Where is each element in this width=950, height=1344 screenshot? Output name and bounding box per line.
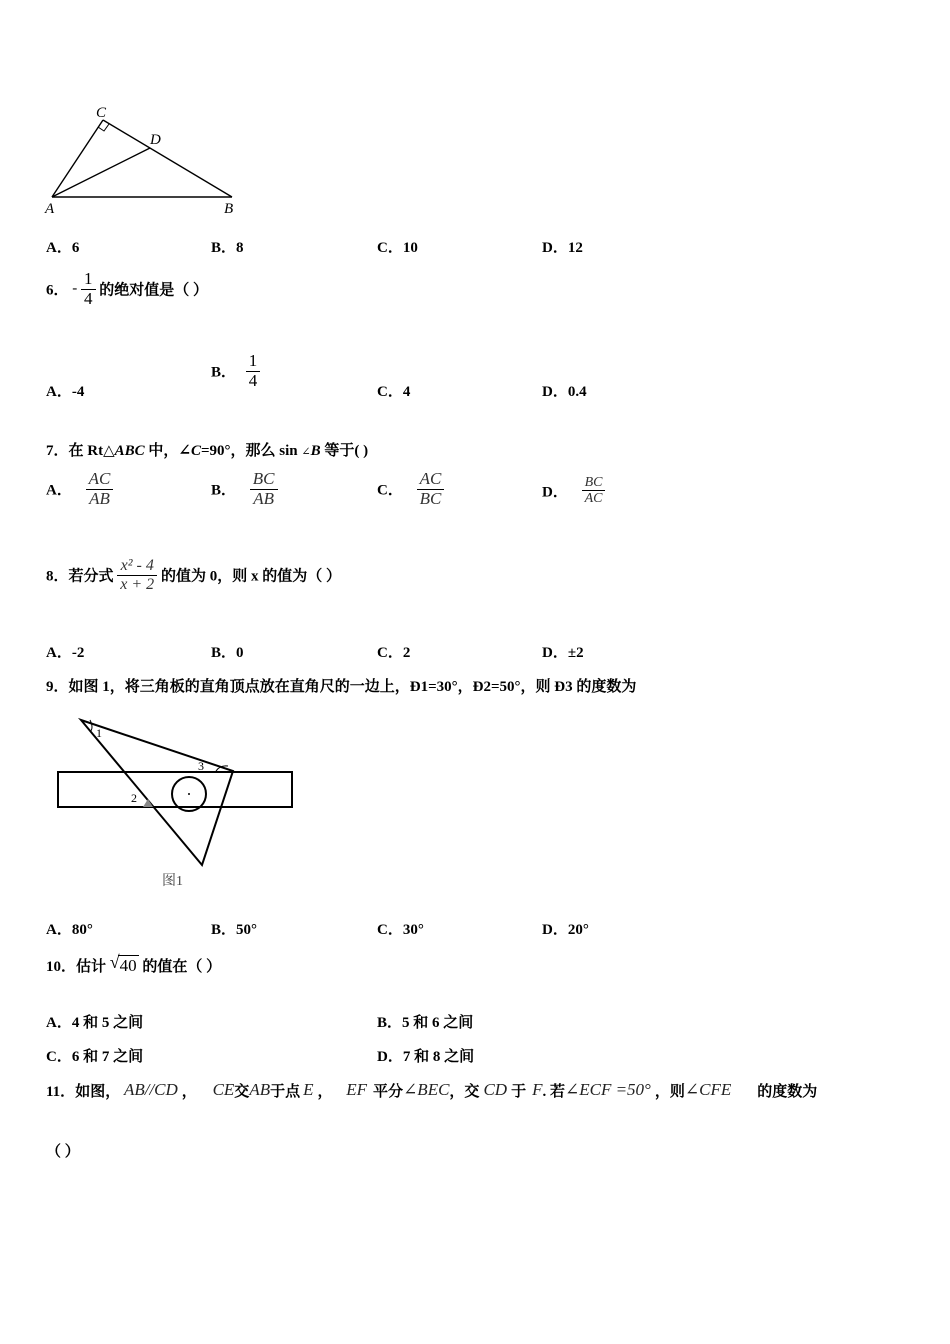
q7-option-a-num: AC [86, 470, 114, 490]
q9-text: 如图 1，将三角板的直角顶点放在直角尺的一边上，Ð1=30°，Ð2=50°，则 Ð3 的度数为 [68, 679, 637, 695]
q8-pre: 若分式 [68, 568, 114, 585]
label-c: C [96, 105, 107, 121]
q10-option-d[interactable]: D．7 和 8 之间 [377, 1049, 475, 1065]
triangle-abc-figure [40, 100, 250, 220]
q8-option-b[interactable]: B．0 [211, 645, 244, 661]
q7-option-a[interactable] [46, 470, 113, 508]
q7-option-c-label: C． [377, 482, 403, 499]
ruler-triangle-figure [50, 710, 310, 895]
q8-number: 8． [46, 568, 69, 585]
q11-m1: AB//CD [123, 1080, 178, 1099]
q9-option-d[interactable]: D．20° [542, 922, 589, 938]
q9-stem [46, 675, 636, 696]
angle-2-label: 2 [131, 791, 137, 805]
q6-option-c[interactable]: C．4 [377, 384, 411, 400]
q7-option-b[interactable] [211, 470, 278, 508]
q7-option-b-label: B． [211, 482, 237, 499]
q8-post: 的值为 0，则 x 的值为（ ） [160, 568, 341, 585]
q8-frac-den: x + 2 [120, 575, 155, 593]
q11-stem [46, 1080, 906, 1101]
q7-option-c[interactable] [377, 470, 444, 508]
q7-option-d-den: AC [584, 491, 603, 507]
q7-text-7: 等于( ) [320, 443, 369, 459]
q11-t1: 如图， [75, 1084, 121, 1100]
q6-option-a[interactable]: A．-4 [46, 384, 85, 400]
q5-option-d[interactable]: D．12 [542, 240, 583, 256]
q11-t9: . 若 [542, 1084, 565, 1100]
q7-option-c-num: AC [417, 470, 445, 490]
q7-option-c-fraction [417, 470, 445, 508]
q10-post: 的值在（ ） [142, 959, 222, 975]
q6-option-d[interactable]: D．0.4 [542, 384, 587, 400]
q5-option-b[interactable]: B．8 [211, 240, 244, 256]
figure-caption: 图1 [162, 874, 183, 889]
q11-t5: ， [317, 1084, 333, 1100]
q7-option-a-fraction [86, 470, 114, 508]
q11-t11: 的度数为 [757, 1084, 818, 1100]
q6-option-b-fraction [246, 352, 261, 390]
q6-frac-den: 4 [84, 288, 93, 308]
q11-m2: CE [212, 1080, 235, 1099]
q9-number: 9． [46, 679, 69, 695]
q7-text-3: C [190, 443, 201, 459]
q11-m9: ∠ECF =50° [564, 1080, 651, 1099]
q7-text-5: ∠ [301, 446, 311, 458]
q6-text: 的绝对值是（ ） [99, 282, 209, 299]
q10-number: 10． [46, 959, 77, 975]
q10-radicand: 40 [119, 956, 137, 975]
q6-frac-num: 1 [81, 270, 96, 290]
q11-t4: 于点 [270, 1084, 301, 1100]
q11-t3: 交 [234, 1084, 250, 1100]
q11-t2: ， [181, 1084, 197, 1100]
q11-m6: ∠BEC [403, 1080, 450, 1099]
q7-option-a-label: A． [46, 482, 72, 499]
q7-text-0: 在 Rt△ [68, 443, 115, 459]
q10-option-c[interactable]: C．6 和 7 之间 [46, 1049, 144, 1065]
q11-t7: ，交 [449, 1084, 480, 1100]
q9-option-a[interactable]: A．80° [46, 922, 93, 938]
q6-minus: - [72, 280, 78, 297]
q9-option-b[interactable]: B．50° [211, 922, 258, 938]
q11-t10: ，则 [654, 1084, 685, 1100]
q10-option-b[interactable]: B．5 和 6 之间 [377, 1015, 474, 1031]
q7-option-b-den: AB [253, 488, 275, 508]
q11-m5: EF [346, 1080, 368, 1099]
q7-option-c-den: BC [419, 488, 442, 508]
q10-pre: 估计 [76, 959, 107, 975]
q6-option-b-den: 4 [248, 370, 258, 390]
q8-stem [46, 557, 341, 593]
q7-text-1: ABC [114, 443, 145, 459]
q6-option-b-label: B． [211, 364, 237, 381]
angle-1-label: 1 [96, 726, 102, 740]
sqrt-symbol: √ [109, 952, 120, 972]
q7-option-b-num: BC [250, 470, 278, 490]
q7-option-b-fraction [250, 470, 278, 508]
q11-m8: F [532, 1080, 543, 1099]
q10-option-a[interactable]: A．4 和 5 之间 [46, 1015, 144, 1031]
q11-number: 11． [46, 1084, 76, 1100]
q11-answer-blank: （ ） [46, 1144, 80, 1160]
q9-option-c[interactable]: C．30° [377, 922, 424, 938]
q11-m7: CD [483, 1080, 508, 1099]
q8-option-c[interactable]: C．2 [377, 645, 411, 661]
q7-option-a-den: AB [89, 488, 110, 508]
q11-m3: AB [249, 1080, 271, 1099]
q7-number: 7． [46, 443, 69, 459]
q7-text-4: =90°，那么 sin [201, 443, 302, 459]
label-a: A [45, 201, 55, 217]
label-d: D [150, 132, 161, 148]
q7-text-2: 中，∠ [144, 443, 191, 459]
q8-fraction [117, 557, 157, 593]
q11-m10: ∠CFE [684, 1080, 732, 1099]
q5-option-a[interactable]: A．6 [46, 240, 80, 256]
q7-option-d[interactable] [542, 475, 605, 507]
q11-m4: E [303, 1080, 314, 1099]
q7-option-d-fraction [582, 475, 606, 507]
label-b: B [224, 201, 234, 217]
q6-fraction [81, 270, 96, 308]
q8-option-d[interactable]: D．±2 [542, 645, 584, 661]
q5-option-c[interactable]: C．10 [377, 240, 418, 256]
q11-t6: 平分 [373, 1084, 404, 1100]
q6-option-b[interactable] [211, 352, 260, 390]
q11-t8: 于 [511, 1084, 527, 1100]
q6-stem [46, 270, 208, 308]
angle-3-label: 3 [198, 759, 204, 773]
q7-option-d-num: BC [582, 475, 606, 491]
q7-stem [46, 439, 368, 460]
q10-stem [46, 952, 221, 976]
q7-text-6: B [310, 443, 321, 459]
q8-option-a[interactable]: A．-2 [46, 645, 85, 661]
q8-frac-num: x² - 4 [117, 557, 157, 576]
q6-number: 6． [46, 282, 69, 299]
q6-option-b-num: 1 [246, 352, 261, 372]
q7-option-d-label: D． [542, 484, 568, 501]
